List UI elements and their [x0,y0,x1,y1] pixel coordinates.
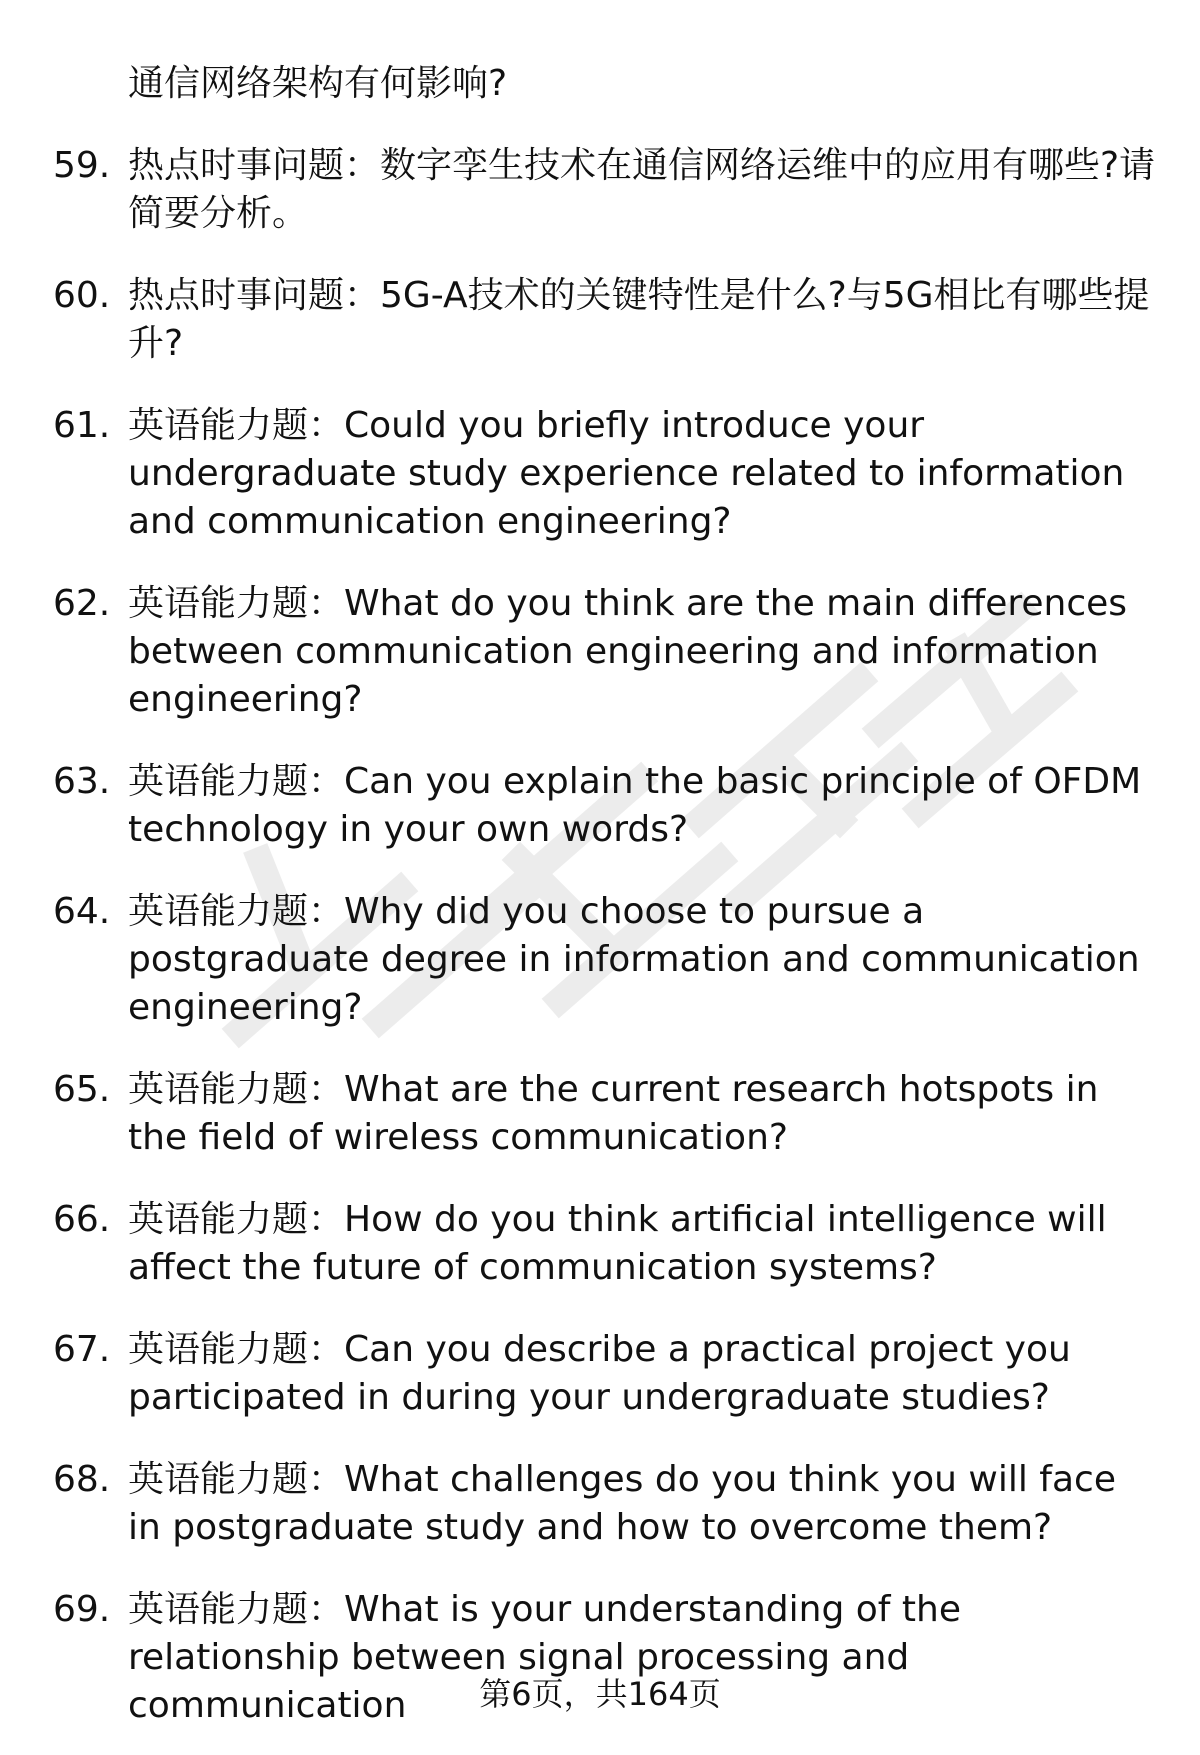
question-number: 64. [53,891,111,932]
list-item [0,758,1200,854]
question-text: 英语能力题：What are the current research hotspots in the field of wireless communication? [128,1069,1099,1158]
question-number: 65. [53,1069,111,1110]
page-footer: 第6页，共164页 [479,1675,721,1713]
question-number: 69. [53,1589,111,1630]
question-number: 59. [53,145,111,186]
question-text: 热点时事问题：数字孪生技术在通信网络运维中的应用有哪些?请简要分析。 [128,145,1156,234]
question-number: 60. [53,275,111,316]
list-item [0,888,1200,1032]
question-text: 英语能力题：What challenges do you think you will face in postgraduate study and how to overcome them? [128,1459,1116,1548]
question-text: 英语能力题：How do you think artificial intelligence will affect the future of communication systems? [128,1199,1107,1288]
question-text: 英语能力题：Why did you choose to pursue a postgraduate degree in information and communication engineering? [128,891,1140,1028]
list-item [0,272,1200,368]
list-item [0,60,1200,108]
list-item [0,142,1200,238]
question-number: 67. [53,1329,111,1370]
question-text: 英语能力题：What is your understanding of the relationship between signal processing and communication [128,1589,961,1726]
question-number: 62. [53,583,111,624]
list-item [0,1066,1200,1162]
list-item [0,1456,1200,1552]
question-text: 通信网络架构有何影响? [128,63,508,104]
question-text: 英语能力题：Can you explain the basic principle of OFDM technology in your own words? [128,761,1142,850]
question-text: 热点时事问题：5G-A技术的关键特性是什么?与5G相比有哪些提升? [128,275,1150,364]
question-text: 英语能力题：Could you briefly introduce your undergraduate study experience related to information and communication engineering? [128,405,1125,542]
question-number: 61. [53,405,111,446]
list-item [0,1326,1200,1422]
question-number: 68. [53,1459,111,1500]
question-text: 英语能力题：What do you think are the main differences between communication engineering and information engineering? [128,583,1128,720]
list-item [0,580,1200,724]
question-number: 63. [53,761,111,802]
list-item [0,402,1200,546]
question-number: 66. [53,1199,111,1240]
question-list [0,60,1200,1755]
list-item [0,1196,1200,1292]
question-text: 英语能力题：Can you describe a practical project you participated in during your undergraduate studies? [128,1329,1071,1418]
